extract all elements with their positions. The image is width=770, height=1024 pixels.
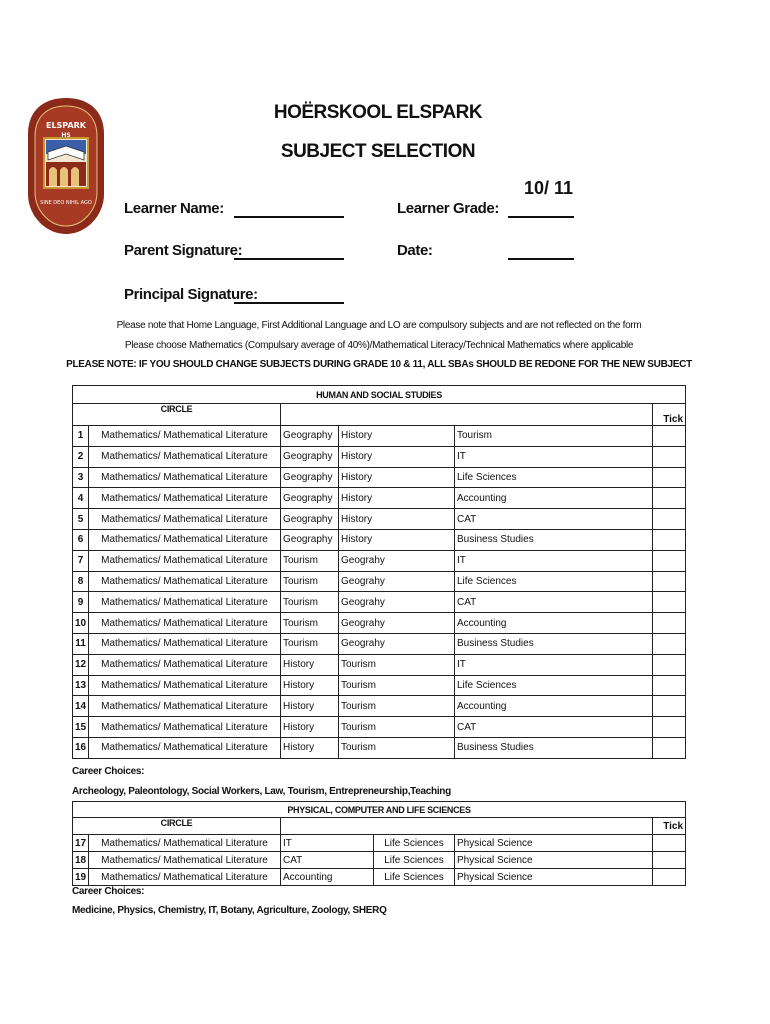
subject-option-a[interactable]: History [281, 696, 339, 717]
row-number: 17 [73, 835, 89, 852]
subject-option-a[interactable]: CAT [281, 852, 374, 869]
subject-option-c[interactable]: Accounting [455, 696, 653, 717]
career-choices-label: Career Choices: [72, 886, 145, 897]
subject-option-a[interactable]: Geography [281, 426, 339, 447]
table-row [73, 509, 686, 530]
subject-option-b[interactable]: Geograhy [339, 571, 455, 592]
mathematics-option[interactable]: Mathematics/ Mathematical Literature [89, 426, 281, 447]
table-row [73, 654, 686, 675]
learner-name-label: Learner Name: [124, 200, 224, 217]
row-number: 13 [73, 675, 89, 696]
subject-option-b[interactable]: History [339, 509, 455, 530]
subject-option-a[interactable]: Tourism [281, 550, 339, 571]
mathematics-option[interactable]: Mathematics/ Mathematical Literature [89, 592, 281, 613]
table-row [73, 613, 686, 634]
career-choices-text: Archeology, Paleontology, Social Workers, Law, Tourism, Entrepreneurship,Teaching [72, 786, 451, 797]
subject-option-a[interactable]: Geography [281, 467, 339, 488]
svg-text:SINE DEO NIHIL AGO: SINE DEO NIHIL AGO [40, 200, 92, 206]
row-number: 2 [73, 446, 89, 467]
subject-option-a[interactable]: History [281, 737, 339, 758]
section-heading: PHYSICAL, COMPUTER AND LIFE SCIENCES [73, 802, 686, 818]
section-heading: HUMAN AND SOCIAL STUDIES [73, 386, 686, 404]
tick-cell[interactable] [653, 467, 686, 488]
principal-signature-label: Principal Signature: [124, 286, 258, 303]
subject-option-b[interactable]: Life Sciences [374, 869, 455, 886]
subject-option-c[interactable]: Physical Science [455, 835, 653, 852]
mathematics-option[interactable]: Mathematics/ Mathematical Literature [89, 571, 281, 592]
row-number: 14 [73, 696, 89, 717]
tick-cell[interactable] [653, 613, 686, 634]
learner-grade-label: Learner Grade: [397, 200, 499, 217]
table-row [73, 488, 686, 509]
subject-option-b[interactable]: Life Sciences [374, 835, 455, 852]
mathematics-option[interactable]: Mathematics/ Mathematical Literature [89, 550, 281, 571]
row-number: 19 [73, 869, 89, 886]
row-number: 15 [73, 717, 89, 738]
mathematics-option[interactable]: Mathematics/ Mathematical Literature [89, 613, 281, 634]
note-mathematics: Please choose Mathematics (Compulsary average of 40%)/Mathematical Literacy/Technical Mathematics where applicable [124, 340, 634, 351]
row-number: 3 [73, 467, 89, 488]
subject-option-a[interactable]: Tourism [281, 633, 339, 654]
grade-value: 10/ 11 [524, 178, 574, 198]
table-row [73, 571, 686, 592]
tick-cell[interactable] [653, 869, 686, 886]
table-row [73, 675, 686, 696]
row-number: 1 [73, 426, 89, 447]
subject-option-b[interactable]: Tourism [339, 717, 455, 738]
subject-option-b[interactable]: Tourism [339, 654, 455, 675]
table-row [73, 717, 686, 738]
subject-option-b[interactable]: Geograhy [339, 613, 455, 634]
subject-option-b[interactable]: History [339, 446, 455, 467]
subject-option-b[interactable]: Tourism [339, 696, 455, 717]
table-row [73, 446, 686, 467]
table-row [73, 633, 686, 654]
row-number: 11 [73, 633, 89, 654]
row-number: 7 [73, 550, 89, 571]
career-choices-text: Medicine, Physics, Chemistry, IT, Botany, Agriculture, Zoology, SHERQ [72, 905, 387, 916]
mathematics-option[interactable]: Mathematics/ Mathematical Literature [89, 852, 281, 869]
mathematics-option[interactable]: Mathematics/ Mathematical Literature [89, 446, 281, 467]
subject-option-c[interactable]: CAT [455, 509, 653, 530]
note-sba-warning: PLEASE NOTE: IF YOU SHOULD CHANGE SUBJECTS DURING GRADE 10 & 11, ALL SBAs SHOULD BE REDONE FOR THE NEW SUBJECT [66, 359, 692, 370]
subject-option-a[interactable]: Tourism [281, 571, 339, 592]
subject-option-c[interactable]: CAT [455, 592, 653, 613]
parent-signature-label: Parent Signature: [124, 242, 243, 259]
subject-option-b[interactable]: History [339, 467, 455, 488]
mathematics-option[interactable]: Mathematics/ Mathematical Literature [89, 529, 281, 550]
subject-option-b[interactable]: History [339, 488, 455, 509]
mathematics-option[interactable]: Mathematics/ Mathematical Literature [89, 696, 281, 717]
svg-text:HS: HS [61, 132, 71, 139]
subject-option-c[interactable]: Physical Science [455, 869, 653, 886]
row-number: 9 [73, 592, 89, 613]
tick-cell[interactable] [653, 446, 686, 467]
row-number: 8 [73, 571, 89, 592]
tick-header: Tick [653, 404, 686, 426]
principal-signature-field[interactable] [234, 302, 344, 304]
tick-cell[interactable] [653, 717, 686, 738]
row-number: 4 [73, 488, 89, 509]
mathematics-option[interactable]: Mathematics/ Mathematical Literature [89, 737, 281, 758]
mathematics-option[interactable]: Mathematics/ Mathematical Literature [89, 835, 281, 852]
tick-cell[interactable] [653, 852, 686, 869]
mathematics-option[interactable]: Mathematics/ Mathematical Literature [89, 467, 281, 488]
tick-cell[interactable] [653, 835, 686, 852]
subject-option-c[interactable]: Business Studies [455, 529, 653, 550]
subject-option-c[interactable]: IT [455, 446, 653, 467]
tick-cell[interactable] [653, 675, 686, 696]
tick-cell[interactable] [653, 633, 686, 654]
subject-option-a[interactable]: Geography [281, 509, 339, 530]
mathematics-option[interactable]: Mathematics/ Mathematical Literature [89, 717, 281, 738]
mathematics-option[interactable]: Mathematics/ Mathematical Literature [89, 633, 281, 654]
subject-option-b[interactable]: Geograhy [339, 633, 455, 654]
mathematics-option[interactable]: Mathematics/ Mathematical Literature [89, 675, 281, 696]
tick-cell[interactable] [653, 488, 686, 509]
mathematics-option[interactable]: Mathematics/ Mathematical Literature [89, 869, 281, 886]
subject-option-a[interactable]: History [281, 654, 339, 675]
row-number: 10 [73, 613, 89, 634]
subject-option-a[interactable]: Geography [281, 488, 339, 509]
subject-option-c[interactable]: CAT [455, 717, 653, 738]
physical-computer-life-sciences-table [72, 801, 686, 886]
table-row [73, 550, 686, 571]
table-row [73, 835, 686, 852]
subject-option-c[interactable]: Business Studies [455, 737, 653, 758]
human-social-studies-table [72, 385, 686, 759]
mathematics-option[interactable]: Mathematics/ Mathematical Literature [89, 488, 281, 509]
subject-option-b[interactable]: Life Sciences [374, 852, 455, 869]
row-number: 16 [73, 737, 89, 758]
subject-option-c[interactable]: Physical Science [455, 852, 653, 869]
subject-option-a[interactable]: IT [281, 835, 374, 852]
date-label: Date: [397, 242, 433, 259]
subject-option-b[interactable]: History [339, 426, 455, 447]
table-row [73, 467, 686, 488]
tick-cell[interactable] [653, 571, 686, 592]
row-number: 18 [73, 852, 89, 869]
subject-option-a[interactable]: Accounting [281, 869, 374, 886]
subject-option-c[interactable]: Life Sciences [455, 467, 653, 488]
subject-option-a[interactable]: History [281, 717, 339, 738]
learner-grade-field[interactable] [508, 216, 574, 218]
subject-option-c[interactable]: IT [455, 550, 653, 571]
subject-option-a[interactable]: Geography [281, 529, 339, 550]
tick-cell[interactable] [653, 426, 686, 447]
table-row [73, 426, 686, 447]
row-number: 12 [73, 654, 89, 675]
subject-option-a[interactable]: Tourism [281, 592, 339, 613]
subject-option-b[interactable]: Tourism [339, 675, 455, 696]
note-compulsory: Please note that Home Language, First Additional Language and LO are compulsory subjects and are not reflected on the form [116, 320, 642, 331]
subject-option-b[interactable]: Geograhy [339, 550, 455, 571]
row-number: 6 [73, 529, 89, 550]
mathematics-option[interactable]: Mathematics/ Mathematical Literature [89, 509, 281, 530]
table-row [73, 737, 686, 758]
tick-cell[interactable] [653, 592, 686, 613]
row-number: 5 [73, 509, 89, 530]
tick-cell[interactable] [653, 529, 686, 550]
tick-header: Tick [653, 818, 686, 835]
date-field[interactable] [508, 258, 574, 260]
table-row [73, 696, 686, 717]
subject-option-c[interactable]: IT [455, 654, 653, 675]
parent-signature-field[interactable] [234, 258, 344, 260]
subject-option-c[interactable]: Tourism [455, 426, 653, 447]
form-title: SUBJECT SELECTION [280, 141, 476, 162]
circle-header: CIRCLE [73, 404, 281, 426]
subject-option-c[interactable]: Life Sciences [455, 675, 653, 696]
tick-cell[interactable] [653, 737, 686, 758]
subject-option-b[interactable]: History [339, 529, 455, 550]
subject-option-c[interactable]: Accounting [455, 488, 653, 509]
subject-option-a[interactable]: Tourism [281, 613, 339, 634]
tick-cell[interactable] [653, 509, 686, 530]
learner-name-field[interactable] [234, 216, 344, 218]
subject-option-b[interactable]: Geograhy [339, 592, 455, 613]
table-row [73, 592, 686, 613]
table-row [73, 869, 686, 886]
table-row [73, 529, 686, 550]
subject-option-c[interactable]: Accounting [455, 613, 653, 634]
tick-cell[interactable] [653, 654, 686, 675]
subject-option-a[interactable]: Geography [281, 446, 339, 467]
subject-option-c[interactable]: Life Sciences [455, 571, 653, 592]
subject-option-a[interactable]: History [281, 675, 339, 696]
school-title: HOËRSKOOL ELSPARK [273, 102, 483, 123]
tick-cell[interactable] [653, 550, 686, 571]
svg-text:ELSPARK: ELSPARK [45, 121, 87, 130]
circle-header: CIRCLE [73, 818, 281, 835]
career-choices-label: Career Choices: [72, 766, 145, 777]
subject-option-b[interactable]: Tourism [339, 737, 455, 758]
table-row [73, 852, 686, 869]
subject-option-c[interactable]: Business Studies [455, 633, 653, 654]
mathematics-option[interactable]: Mathematics/ Mathematical Literature [89, 654, 281, 675]
tick-cell[interactable] [653, 696, 686, 717]
